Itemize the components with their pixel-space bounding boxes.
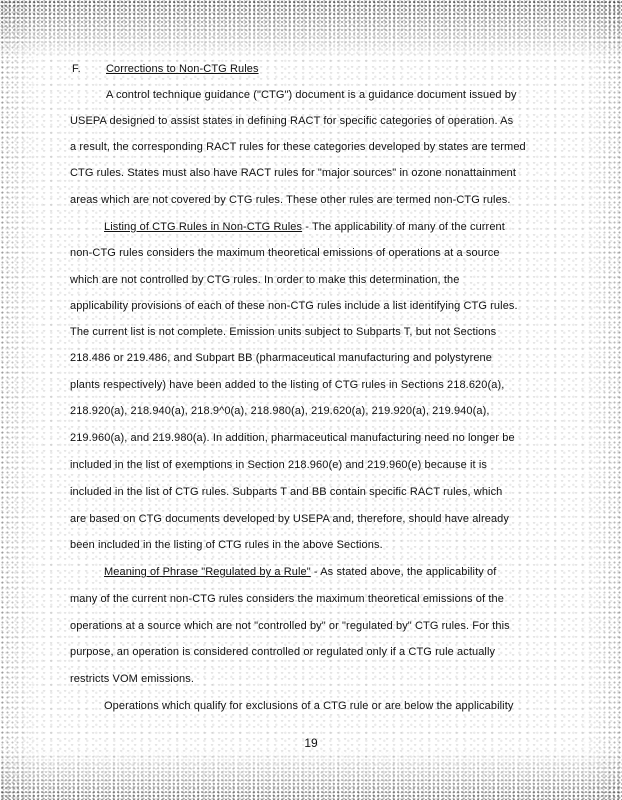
scan-noise-left — [0, 0, 40, 800]
paragraph2-line: 218.920(a), 218.940(a), 218.9^0(a), 218.980(a), 219.620(a), 219.920(a), 219.940(a), — [70, 405, 490, 417]
paragraph2-first-line-rest: - The applicability of many of the current — [302, 221, 505, 233]
paragraph3-line: restricts VOM emissions. — [70, 673, 195, 685]
paragraph3-line: many of the current non-CTG rules considers the maximum theoretical emissions of the — [70, 593, 504, 605]
paragraph2-line: are based on CTG documents developed by USEPA and, therefore, should have already — [70, 513, 509, 525]
paragraph1-line: USEPA designed to assist states in defining RACT for specific categories of operation. As — [70, 115, 514, 127]
paragraph3-lead: Meaning of Phrase "Regulated by a Rule" — [104, 566, 311, 578]
paragraph2-line: applicability provisions of each of these non-CTG rules include a list identifying CTG rules. — [70, 300, 518, 312]
paragraph2-line: been included in the listing of CTG rules in the above Sections. — [70, 539, 383, 551]
paragraph2-first-line — [104, 220, 505, 234]
paragraph4-line: Operations which qualify for exclusions of a CTG rule or are below the applicability — [104, 700, 514, 712]
paragraph1-line: areas which are not covered by CTG rules. These other rules are termed non-CTG rules. — [70, 194, 511, 206]
paragraph2-lead: Listing of CTG Rules in Non-CTG Rules — [104, 221, 303, 233]
page-number: 19 — [304, 736, 318, 750]
paragraph3-first-line-rest: - As stated above, the applicability of — [310, 566, 497, 578]
paragraph1-line: A control technique guidance ("CTG") document is a guidance document issued by — [106, 89, 517, 101]
paragraph3-line: operations at a source which are not "controlled by" or "regulated by" CTG rules. For this — [70, 620, 510, 632]
paragraph2-line: included in the list of exemptions in Section 218.960(e) and 219.960(e) because it is — [70, 459, 487, 471]
paragraph2-line: plants respectively) have been added to the listing of CTG rules in Sections 218.620(a), — [70, 379, 505, 391]
paragraph3-line: purpose, an operation is considered controlled or regulated only if a CTG rule actually — [70, 646, 496, 658]
paragraph1-line: a result, the corresponding RACT rules for these categories developed by states are termed — [70, 141, 526, 153]
paragraph3-first-line — [104, 565, 496, 579]
paragraph1-line: CTG rules. States must also have RACT rules for "major sources" in ozone nonattainment — [70, 167, 517, 179]
paragraph2-line: non-CTG rules considers the maximum theoretical emissions of operations at a source — [70, 247, 500, 259]
section-heading: Corrections to Non-CTG Rules — [106, 63, 259, 75]
paragraph2-line: 219.960(a), and 219.980(a). In addition, pharmaceutical manufacturing need no longer be — [70, 432, 515, 444]
scan-noise-top — [0, 0, 622, 58]
paragraph2-line: included in the list of CTG rules. Subparts T and BB contain specific RACT rules, which — [70, 486, 503, 498]
scan-noise-right — [582, 0, 622, 800]
paragraph2-line: which are not controlled by CTG rules. In order to make this determination, the — [70, 274, 460, 286]
paragraph2-line: 218.486 or 219.486, and Subpart BB (pharmaceutical manufacturing and polystyrene — [70, 352, 492, 364]
scan-noise-bottom — [0, 750, 622, 800]
section-letter: F. — [72, 63, 81, 75]
paragraph2-line: The current list is not complete. Emission units subject to Subparts T, but not Sections — [70, 326, 497, 338]
